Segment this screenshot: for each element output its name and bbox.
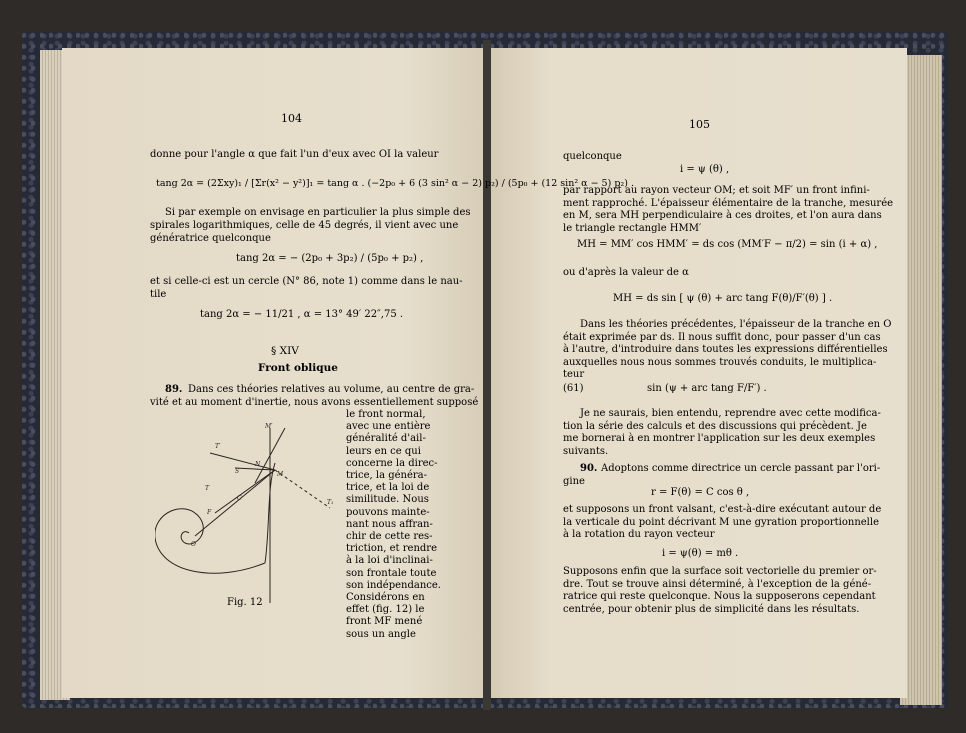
tangent-line	[210, 453, 275, 470]
text-line: tion la série des calculs et des discussions qui précèdent. Je	[563, 420, 867, 432]
text-line: était exprimée par ds. Il nous suffit donc, pour passer d'un cas	[563, 331, 881, 343]
spiral-curve	[155, 509, 265, 573]
figure-label: T	[205, 485, 210, 492]
figure-label: S	[235, 468, 240, 475]
formula: i = ψ (θ) ,	[680, 164, 730, 175]
formula: MH = MM′ cos HMM′ = ds cos (MM′F − π/2) = sin (i + α) ,	[577, 239, 878, 250]
text-line: son frontale toute	[346, 567, 437, 579]
text-line: front MF mené	[346, 616, 423, 628]
text-line: gine	[563, 476, 585, 487]
text-line: Adoptons comme directrice un cercle passant par l'ori-	[601, 463, 881, 474]
text-line: pouvons mainte-	[346, 506, 430, 518]
formula: MH = ds sin [ ψ (θ) + arc tang F(θ)/F′(θ) ] .	[613, 293, 833, 304]
text-line: donne pour l'angle α que fait l'un d'eux avec OI la valeur	[150, 149, 439, 160]
figure-label: M′	[265, 423, 273, 430]
text-line: génératrice quelconque	[150, 233, 271, 244]
paragraph-number: 89.	[165, 384, 183, 395]
figure-label: F	[207, 509, 212, 516]
text-line: effet (fig. 12) le	[346, 604, 425, 616]
text-line: à la rotation du rayon vecteur	[563, 529, 715, 540]
text-line: concerne la direc-	[346, 457, 438, 469]
text-line: ratrice qui reste quelconque. Nous la supposerons cependant	[563, 591, 876, 602]
text-line: auxquelles nous nous sommes trouvés conduits, le multiplica-	[563, 356, 877, 368]
text-line: leurs en ce qui	[346, 445, 421, 457]
text-line: similitude. Nous	[346, 494, 429, 506]
text-line: centrée, pour obtenir plus de simplicité dans les résultats.	[563, 603, 860, 615]
text-line: à l'autre, d'introduire dans toutes les expressions différentielles	[563, 344, 888, 355]
text-line: me bornerai à en montrer l'application sur les deux exemples	[563, 433, 876, 444]
text-line: sous un angle	[346, 628, 416, 640]
text-line: trice, et la loi de	[346, 482, 430, 494]
text-line: à la loi d'inclinai-	[346, 555, 433, 567]
book-gutter	[483, 40, 491, 710]
text-line: par rapport au rayon vecteur OM; et soit MF′ un front infini-	[563, 185, 870, 196]
text-line: et si celle-ci est un cercle (N° 86, note 1) comme dans le nau-	[150, 276, 463, 287]
text-line: Considérons en	[346, 592, 425, 603]
text-line: Dans ces théories relatives au volume, au centre de gra-	[188, 384, 475, 395]
text-line: le front normal,	[346, 409, 426, 420]
text-line: Si par exemple on envisage en particulier la plus simple des	[165, 207, 471, 218]
figure-label: M	[277, 471, 284, 478]
figure-label: C	[237, 495, 242, 502]
text-line: spirales logarithmiques, celle de 45 degrés, il vient avec une	[150, 220, 459, 231]
text-line: trice, la généra-	[346, 470, 428, 481]
front-line	[215, 470, 275, 513]
text-line: la verticale du point décrivant M une gyration proportionnelle	[563, 516, 879, 528]
formula: tang 2α = − 11/21 , α = 13° 49′ 22″,75 .	[200, 309, 404, 320]
text-line: chir de cette res-	[346, 531, 433, 542]
text-line: vité et au moment d'inertie, nous avons essentiellement supposé	[150, 397, 479, 408]
text-line: généralité d'ail-	[346, 433, 426, 445]
text-line: nant nous affran-	[346, 518, 433, 530]
formula: r = F(θ) = C cos θ ,	[651, 487, 750, 498]
section-title: Front oblique	[258, 362, 338, 374]
text-line: Supposons enfin que la surface soit vectorielle du premier or-	[563, 566, 877, 577]
text-line: suivants.	[563, 445, 609, 457]
formula: tang 2α = (2Σxy)₁ / [Σr(x² − y²)]₁ = tang α . (−2p₀ + 6 (3 sin² α − 2) p₂) / (5p₀ + (12 sin² α − 5) p₂) .	[156, 178, 634, 189]
text-line: Dans les théories précédentes, l'épaisseur de la tranche en O	[580, 319, 892, 330]
text-line: avec une entière	[346, 421, 431, 433]
paragraph-number: 90.	[580, 463, 598, 474]
section-number: § XIV	[271, 345, 299, 357]
text-line: ou d'après la valeur de α	[563, 267, 689, 278]
text-line: ment rapproché. L'épaisseur élémentaire de la tranche, mesurée	[563, 197, 894, 209]
radius-line	[195, 470, 275, 536]
text-line: teur	[563, 369, 585, 380]
figure-caption: Fig. 12	[227, 597, 263, 608]
formula: sin (ψ + arc tang F/F′) .	[647, 383, 767, 394]
dashed-line	[275, 470, 330, 508]
text-line: le triangle rectangle HMM′	[563, 222, 702, 234]
text-line: triction, et rendre	[346, 543, 437, 555]
text-line: quelconque	[563, 151, 622, 162]
text-line: Je ne saurais, bien entendu, reprendre avec cette modifica-	[580, 408, 881, 419]
figure-label: O	[191, 541, 196, 548]
equation-number: (61)	[563, 383, 584, 394]
text-line: dre. Tout se trouve ainsi déterminé, à l'exception de la géné-	[563, 578, 872, 590]
figure-12	[155, 418, 345, 603]
text-line: et supposons un front valsant, c'est-à-dire exécutant autour de	[563, 504, 882, 515]
figure-label: T′	[215, 443, 221, 450]
text-line: son indépendance.	[346, 579, 441, 591]
formula: i = ψ(θ) = mθ .	[662, 548, 739, 559]
formula: tang 2α = − (2p₀ + 3p₂) / (5p₀ + p₂) ,	[236, 253, 424, 264]
page-number: 105	[689, 118, 710, 131]
text-line: tile	[150, 289, 167, 300]
figure-label: N	[255, 461, 261, 468]
text-line: en M, sera MH perpendiculaire à ces droites, et l'on aura dans	[563, 210, 882, 221]
page-number: 104	[281, 112, 302, 125]
figure-label: T₁	[327, 499, 334, 506]
